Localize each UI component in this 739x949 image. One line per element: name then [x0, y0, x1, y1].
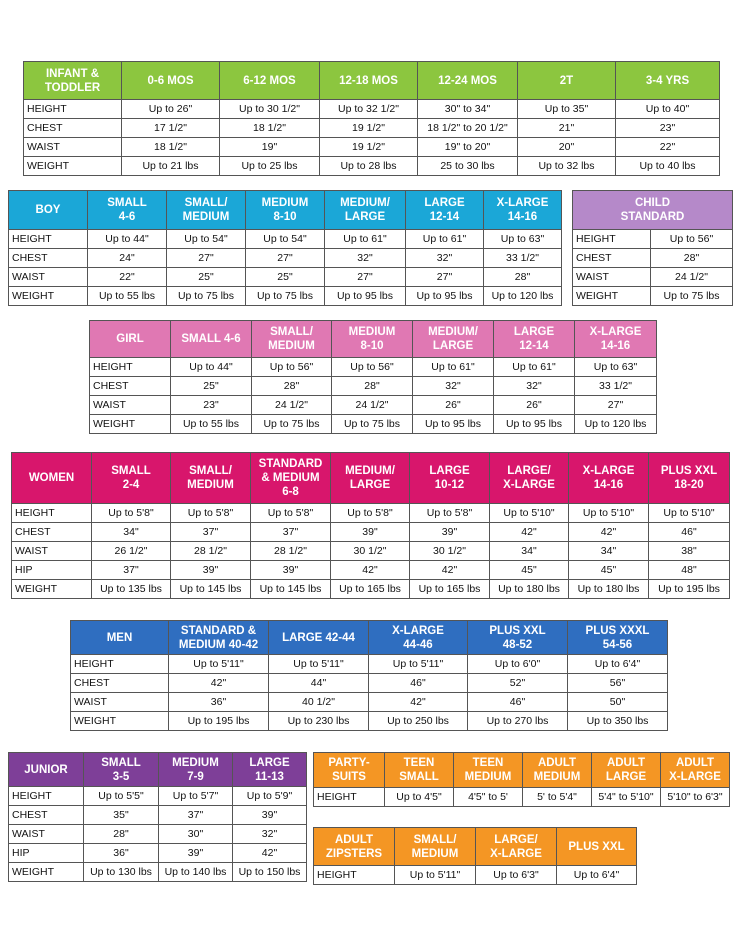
table-row — [573, 230, 733, 249]
size-column-header: 2T — [518, 62, 616, 100]
measurement-label: CHEST — [90, 377, 171, 396]
size-value: 48" — [649, 561, 730, 580]
table-row — [9, 268, 562, 287]
table-row — [9, 230, 562, 249]
size-value: 28" — [484, 268, 562, 287]
measurement-label: CHEST — [71, 674, 169, 693]
size-value: 22" — [88, 268, 167, 287]
size-value: 30 1/2" — [331, 542, 410, 561]
header-row — [9, 753, 307, 787]
girl-size-table — [89, 320, 657, 434]
table-row — [90, 396, 657, 415]
size-value: 27" — [325, 268, 406, 287]
measurement-label: HEIGHT — [573, 230, 651, 249]
size-value: 25" — [171, 377, 252, 396]
size-value: 39" — [171, 561, 251, 580]
size-value: Up to 75 lbs — [651, 287, 733, 306]
measurement-label: CHEST — [12, 523, 92, 542]
size-value: 23" — [171, 396, 252, 415]
size-column-header: ADULT LARGE — [592, 753, 661, 788]
size-value: Up to 95 lbs — [325, 287, 406, 306]
size-value: 26" — [413, 396, 494, 415]
size-value: Up to 120 lbs — [575, 415, 657, 434]
measurement-label: CHEST — [9, 806, 84, 825]
size-value: 27" — [167, 249, 246, 268]
size-value: 37" — [92, 561, 171, 580]
size-value: 25" — [246, 268, 325, 287]
size-value: Up to 75 lbs — [252, 415, 332, 434]
size-value: 50" — [568, 693, 668, 712]
size-value: Up to 250 lbs — [369, 712, 468, 731]
measurement-label: WEIGHT — [90, 415, 171, 434]
size-value: 5' to 5'4" — [523, 788, 592, 807]
size-value: Up to 56" — [332, 358, 413, 377]
size-value: Up to 5'8" — [410, 504, 490, 523]
size-value: 5'4" to 5'10" — [592, 788, 661, 807]
table-row — [9, 806, 307, 825]
table-row — [90, 415, 657, 434]
measurement-label: WEIGHT — [71, 712, 169, 731]
size-column-header: 12-18 MOS — [320, 62, 418, 100]
header-row — [71, 621, 668, 655]
table-category-header: BOY — [9, 191, 88, 230]
size-value: 18 1/2" — [220, 119, 320, 138]
infant-toddler-size-table — [23, 61, 720, 176]
header-row — [314, 753, 730, 788]
size-value: Up to 120 lbs — [484, 287, 562, 306]
size-column-header: SMALL/ MEDIUM — [395, 828, 476, 866]
size-value: Up to 180 lbs — [490, 580, 569, 599]
size-value: 22" — [616, 138, 720, 157]
table-row — [573, 249, 733, 268]
men-size-table — [70, 620, 668, 731]
size-value: 28 1/2" — [251, 542, 331, 561]
size-column-header: MEDIUM/ LARGE — [325, 191, 406, 230]
size-value: Up to 55 lbs — [171, 415, 252, 434]
size-column-header: LARGE/ X-LARGE — [476, 828, 557, 866]
table-row — [573, 268, 733, 287]
size-column-header: MEDIUM/ LARGE — [331, 453, 410, 504]
size-value: Up to 5'10" — [649, 504, 730, 523]
size-value: 26" — [494, 396, 575, 415]
size-column-header: LARGE 42-44 — [269, 621, 369, 655]
size-value: Up to 61" — [325, 230, 406, 249]
size-value: 24 1/2" — [651, 268, 733, 287]
size-value: 32" — [325, 249, 406, 268]
size-value: 34" — [569, 542, 649, 561]
table-category-header: ADULT ZIPSTERS — [314, 828, 395, 866]
size-column-header: LARGE 10-12 — [410, 453, 490, 504]
size-value: Up to 25 lbs — [220, 157, 320, 176]
size-value: 28" — [651, 249, 733, 268]
size-value: Up to 44" — [88, 230, 167, 249]
size-column-header: MEDIUM/ LARGE — [413, 321, 494, 358]
size-value: Up to 230 lbs — [269, 712, 369, 731]
size-value: 20" — [518, 138, 616, 157]
measurement-label: HEIGHT — [9, 230, 88, 249]
size-value: Up to 5'10" — [490, 504, 569, 523]
size-value: 34" — [490, 542, 569, 561]
size-column-header: LARGE 11-13 — [233, 753, 307, 787]
size-column-header: SMALL/ MEDIUM — [167, 191, 246, 230]
size-column-header: 6-12 MOS — [220, 62, 320, 100]
table-row — [314, 788, 730, 807]
size-value: Up to 195 lbs — [169, 712, 269, 731]
size-value: 39" — [410, 523, 490, 542]
size-value: 42" — [410, 561, 490, 580]
size-value: 19" — [220, 138, 320, 157]
size-value: Up to 54" — [167, 230, 246, 249]
size-value: Up to 270 lbs — [468, 712, 568, 731]
size-value: 19" to 20" — [418, 138, 518, 157]
table-row — [71, 693, 668, 712]
size-value: 25" — [167, 268, 246, 287]
size-column-header: X-LARGE 14-16 — [484, 191, 562, 230]
table-row — [12, 580, 730, 599]
size-value: Up to 5'8" — [331, 504, 410, 523]
size-value: 28" — [332, 377, 413, 396]
header-row — [314, 828, 637, 866]
size-value: 46" — [649, 523, 730, 542]
size-value: Up to 32 1/2" — [320, 100, 418, 119]
size-value: Up to 5'9" — [233, 787, 307, 806]
table-row — [12, 542, 730, 561]
table-row — [24, 100, 720, 119]
table-row — [9, 287, 562, 306]
size-value: 28" — [252, 377, 332, 396]
header-row — [9, 191, 562, 230]
measurement-label: HEIGHT — [71, 655, 169, 674]
size-column-header: MEDIUM 8-10 — [246, 191, 325, 230]
size-value: Up to 145 lbs — [251, 580, 331, 599]
size-value: Up to 63" — [575, 358, 657, 377]
measurement-label: WEIGHT — [24, 157, 122, 176]
size-value: 34" — [92, 523, 171, 542]
size-value: 27" — [575, 396, 657, 415]
size-column-header: SMALL 4-6 — [88, 191, 167, 230]
measurement-label: WAIST — [9, 825, 84, 844]
size-value: Up to 40" — [616, 100, 720, 119]
size-value: Up to 140 lbs — [159, 863, 233, 882]
size-value: Up to 75 lbs — [167, 287, 246, 306]
table-category-header: GIRL — [90, 321, 171, 358]
size-value: Up to 5'7" — [159, 787, 233, 806]
size-value: Up to 5'11" — [395, 866, 476, 885]
size-value: Up to 56" — [252, 358, 332, 377]
size-value: 23" — [616, 119, 720, 138]
size-value: Up to 44" — [171, 358, 252, 377]
size-column-header: STANDARD & MEDIUM 6-8 — [251, 453, 331, 504]
table-row — [90, 358, 657, 377]
size-column-header: 12-24 MOS — [418, 62, 518, 100]
measurement-label: CHEST — [24, 119, 122, 138]
size-value: 40 1/2" — [269, 693, 369, 712]
size-value: 38" — [649, 542, 730, 561]
measurement-label: HIP — [9, 844, 84, 863]
size-column-header: X-LARGE 14-16 — [569, 453, 649, 504]
size-column-header: ADULT MEDIUM — [523, 753, 592, 788]
size-value: 37" — [171, 523, 251, 542]
measurement-label: CHEST — [573, 249, 651, 268]
size-value: 42" — [233, 844, 307, 863]
size-value: 5'10" to 6'3" — [661, 788, 730, 807]
size-value: Up to 40 lbs — [616, 157, 720, 176]
size-value: 24 1/2" — [332, 396, 413, 415]
table-row — [9, 249, 562, 268]
size-value: 39" — [159, 844, 233, 863]
table-row — [90, 377, 657, 396]
size-column-header: X-LARGE 14-16 — [575, 321, 657, 358]
size-value: Up to 5'8" — [171, 504, 251, 523]
size-value: 36" — [84, 844, 159, 863]
size-value: Up to 4'5" — [385, 788, 454, 807]
size-value: 42" — [490, 523, 569, 542]
size-value: Up to 35" — [518, 100, 616, 119]
measurement-label: HEIGHT — [314, 866, 395, 885]
size-value: 36" — [169, 693, 269, 712]
size-value: Up to 56" — [651, 230, 733, 249]
size-column-header: SMALL/ MEDIUM — [252, 321, 332, 358]
size-value: Up to 5'11" — [269, 655, 369, 674]
size-value: 27" — [406, 268, 484, 287]
table-row — [9, 825, 307, 844]
size-value: 46" — [468, 693, 568, 712]
measurement-label: WEIGHT — [573, 287, 651, 306]
header-row — [12, 453, 730, 504]
size-column-header: SMALL 3-5 — [84, 753, 159, 787]
size-column-header: X-LARGE 44-46 — [369, 621, 468, 655]
table-category-header: WOMEN — [12, 453, 92, 504]
women-size-table — [11, 452, 730, 599]
size-column-header: MEDIUM 8-10 — [332, 321, 413, 358]
size-value: Up to 150 lbs — [233, 863, 307, 882]
measurement-label: CHEST — [9, 249, 88, 268]
size-value: Up to 61" — [413, 358, 494, 377]
size-value: Up to 350 lbs — [568, 712, 668, 731]
size-column-header: SMALL 4-6 — [171, 321, 252, 358]
size-value: 28" — [84, 825, 159, 844]
size-value: Up to 30 1/2" — [220, 100, 320, 119]
size-column-header: LARGE 12-14 — [406, 191, 484, 230]
party-suits-size-table — [313, 752, 730, 807]
table-row — [9, 787, 307, 806]
size-value: Up to 63" — [484, 230, 562, 249]
size-value: 45" — [569, 561, 649, 580]
size-value: 33 1/2" — [575, 377, 657, 396]
table-row — [9, 844, 307, 863]
size-column-header: PLUS XXL 18-20 — [649, 453, 730, 504]
size-value: Up to 6'3" — [476, 866, 557, 885]
size-value: 24 1/2" — [252, 396, 332, 415]
size-column-header: LARGE/ X-LARGE — [490, 453, 569, 504]
size-value: 37" — [159, 806, 233, 825]
size-value: 52" — [468, 674, 568, 693]
size-value: Up to 54" — [246, 230, 325, 249]
table-category-header: MEN — [71, 621, 169, 655]
header-row — [573, 191, 733, 230]
table-category-header: INFANT & TODDLER — [24, 62, 122, 100]
table-row — [71, 712, 668, 731]
size-value: 33 1/2" — [484, 249, 562, 268]
size-column-header: PLUS XXL 48-52 — [468, 621, 568, 655]
measurement-label: HEIGHT — [9, 787, 84, 806]
measurement-label: HEIGHT — [90, 358, 171, 377]
table-row — [71, 674, 668, 693]
size-value: 21" — [518, 119, 616, 138]
size-value: 32" — [494, 377, 575, 396]
size-value: Up to 75 lbs — [332, 415, 413, 434]
boy-size-table — [8, 190, 562, 306]
table-row — [24, 119, 720, 138]
size-value: Up to 165 lbs — [331, 580, 410, 599]
size-value: Up to 6'4" — [557, 866, 637, 885]
size-column-header: TEEN MEDIUM — [454, 753, 523, 788]
size-column-header: PLUS XXXL 54-56 — [568, 621, 668, 655]
size-value: 32" — [233, 825, 307, 844]
size-value: 17 1/2" — [122, 119, 220, 138]
size-column-header: PLUS XXL — [557, 828, 637, 866]
size-value: Up to 5'11" — [169, 655, 269, 674]
size-value: Up to 180 lbs — [569, 580, 649, 599]
measurement-label: HEIGHT — [24, 100, 122, 119]
size-value: Up to 95 lbs — [494, 415, 575, 434]
measurement-label: WAIST — [71, 693, 169, 712]
size-value: 19 1/2" — [320, 119, 418, 138]
size-value: 26 1/2" — [92, 542, 171, 561]
table-row — [24, 157, 720, 176]
size-value: Up to 195 lbs — [649, 580, 730, 599]
size-value: Up to 135 lbs — [92, 580, 171, 599]
size-value: 18 1/2" to 20 1/2" — [418, 119, 518, 138]
measurement-label: WEIGHT — [9, 287, 88, 306]
size-value: 39" — [251, 561, 331, 580]
size-value: 27" — [246, 249, 325, 268]
size-value: 39" — [233, 806, 307, 825]
measurement-label: WAIST — [573, 268, 651, 287]
size-value: Up to 165 lbs — [410, 580, 490, 599]
size-value: 42" — [331, 561, 410, 580]
table-category-header: CHILD STANDARD — [573, 191, 733, 230]
child-standard-size-table — [572, 190, 733, 306]
measurement-label: WAIST — [12, 542, 92, 561]
size-value: Up to 5'11" — [369, 655, 468, 674]
size-column-header: 3-4 YRS — [616, 62, 720, 100]
size-value: 30" — [159, 825, 233, 844]
size-value: 30" to 34" — [418, 100, 518, 119]
table-row — [573, 287, 733, 306]
measurement-label: WEIGHT — [12, 580, 92, 599]
size-value: Up to 21 lbs — [122, 157, 220, 176]
measurement-label: WEIGHT — [9, 863, 84, 882]
table-row — [12, 561, 730, 580]
size-column-header: 0-6 MOS — [122, 62, 220, 100]
measurement-label: WAIST — [24, 138, 122, 157]
size-value: Up to 145 lbs — [171, 580, 251, 599]
size-value: Up to 130 lbs — [84, 863, 159, 882]
junior-size-table — [8, 752, 307, 882]
table-row — [24, 138, 720, 157]
size-value: Up to 5'8" — [251, 504, 331, 523]
size-value: Up to 26" — [122, 100, 220, 119]
size-value: Up to 55 lbs — [88, 287, 167, 306]
size-value: 35" — [84, 806, 159, 825]
size-value: Up to 61" — [406, 230, 484, 249]
size-value: Up to 95 lbs — [406, 287, 484, 306]
table-category-header: JUNIOR — [9, 753, 84, 787]
measurement-label: HEIGHT — [314, 788, 385, 807]
size-column-header: ADULT X-LARGE — [661, 753, 730, 788]
size-value: Up to 5'10" — [569, 504, 649, 523]
size-value: Up to 5'8" — [92, 504, 171, 523]
size-value: Up to 61" — [494, 358, 575, 377]
measurement-label: WAIST — [9, 268, 88, 287]
size-value: 19 1/2" — [320, 138, 418, 157]
table-row — [71, 655, 668, 674]
size-value: 46" — [369, 674, 468, 693]
size-value: Up to 28 lbs — [320, 157, 418, 176]
size-value: 42" — [569, 523, 649, 542]
size-value: 42" — [369, 693, 468, 712]
size-value: 32" — [413, 377, 494, 396]
size-column-header: LARGE 12-14 — [494, 321, 575, 358]
size-value: 18 1/2" — [122, 138, 220, 157]
size-value: 30 1/2" — [410, 542, 490, 561]
table-row — [314, 866, 637, 885]
size-value: 28 1/2" — [171, 542, 251, 561]
adult-zipsters-size-table — [313, 827, 637, 885]
header-row — [24, 62, 720, 100]
measurement-label: WAIST — [90, 396, 171, 415]
size-value: 25 to 30 lbs — [418, 157, 518, 176]
size-value: 39" — [331, 523, 410, 542]
header-row — [90, 321, 657, 358]
size-value: 44" — [269, 674, 369, 693]
size-column-header: MEDIUM 7-9 — [159, 753, 233, 787]
table-row — [12, 504, 730, 523]
size-value: Up to 6'4" — [568, 655, 668, 674]
size-value: 42" — [169, 674, 269, 693]
size-value: 24" — [88, 249, 167, 268]
table-row — [12, 523, 730, 542]
size-value: Up to 5'5" — [84, 787, 159, 806]
size-value: Up to 75 lbs — [246, 287, 325, 306]
table-row — [9, 863, 307, 882]
size-value: Up to 6'0" — [468, 655, 568, 674]
size-value: 56" — [568, 674, 668, 693]
size-value: Up to 32 lbs — [518, 157, 616, 176]
table-category-header: PARTY- SUITS — [314, 753, 385, 788]
measurement-label: HEIGHT — [12, 504, 92, 523]
size-column-header: TEEN SMALL — [385, 753, 454, 788]
size-column-header: STANDARD & MEDIUM 40-42 — [169, 621, 269, 655]
size-value: 45" — [490, 561, 569, 580]
size-column-header: SMALL 2-4 — [92, 453, 171, 504]
size-value: 4'5" to 5' — [454, 788, 523, 807]
size-column-header: SMALL/ MEDIUM — [171, 453, 251, 504]
size-value: Up to 95 lbs — [413, 415, 494, 434]
measurement-label: HIP — [12, 561, 92, 580]
size-value: 32" — [406, 249, 484, 268]
size-value: 37" — [251, 523, 331, 542]
